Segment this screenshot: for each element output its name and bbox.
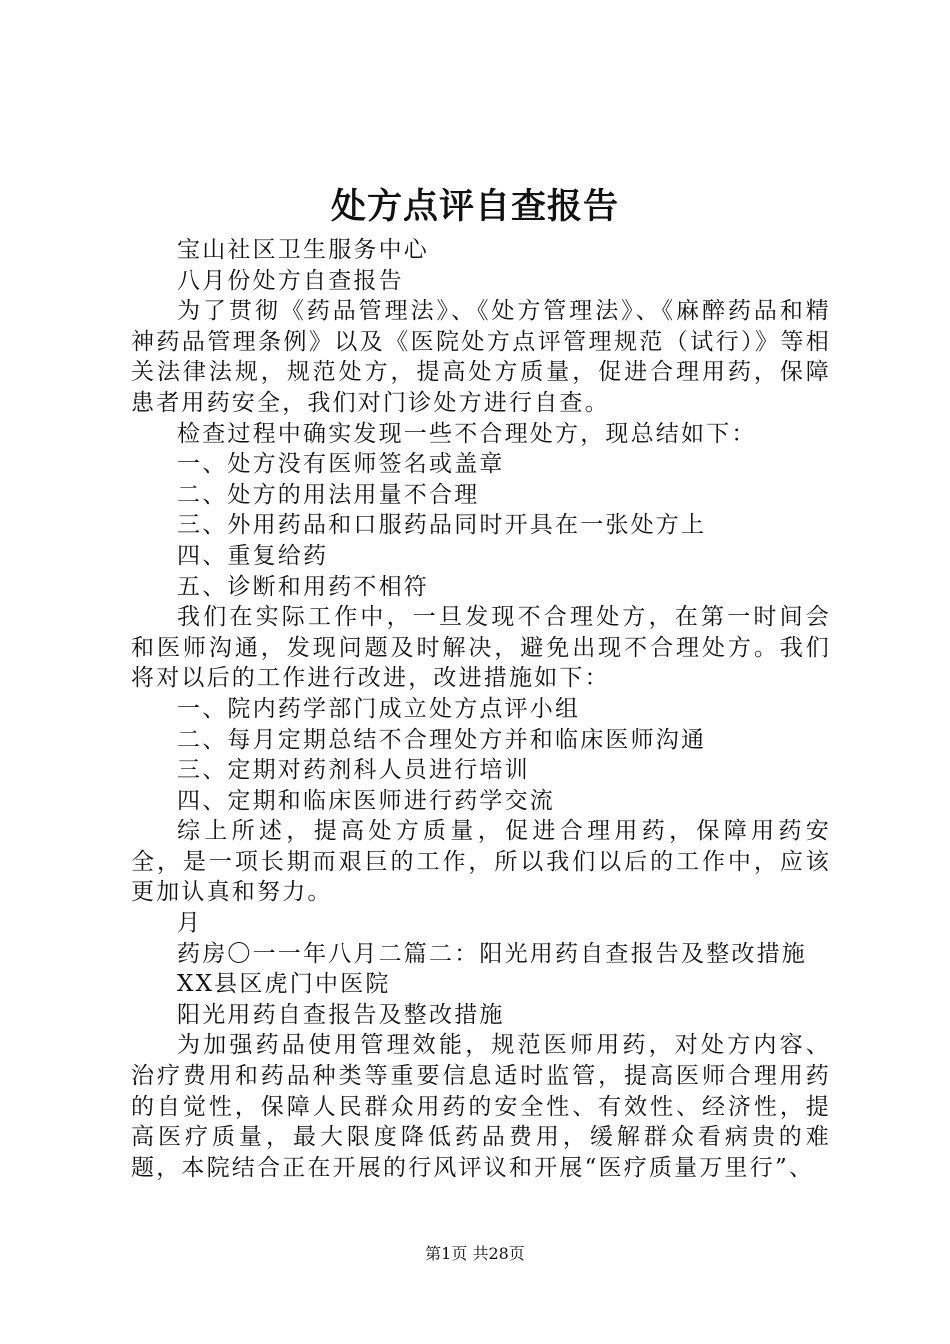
document-title: 处方点评自查报告 — [330, 186, 619, 227]
paragraph-second-intro: 为加强药品使用管理效能，规范医师用药，对处方内容、治疗费用和药品种类等重要信息适时监管，提高医师合理用药的自觉性，保障人民群众用药的安全性、有效性、经济性，提高医疗质量，最大限度降低药品费用，缓解群众看病贵的难题，本院结合正在开展的行风评议和开展“医疗质量万里行”、 — [131, 1032, 831, 1181]
document-body — [131, 235, 831, 1183]
paragraph-report-name: 八月份处方自查报告 — [177, 267, 404, 294]
paragraph-finding-3: 三、外用药品和口服药品同时开具在一张处方上 — [177, 512, 707, 539]
paragraph-measure-2: 二、每月定期总结不合理处方并和临床医师沟通 — [177, 726, 707, 753]
paragraph-month: 月 — [177, 910, 203, 937]
paragraph-measure-3: 三、定期对药剂科人员进行培训 — [177, 757, 530, 784]
paragraph-measure-1: 一、院内药学部门成立处方点评小组 — [177, 695, 581, 722]
paragraph-finding-4: 四、重复给药 — [177, 542, 329, 569]
paragraph-findings-summary: 检查过程中确实发现一些不合理处方，现总结如下： — [177, 420, 757, 447]
paragraph-finding-1: 一、处方没有医师签名或盖章 — [177, 451, 505, 478]
paragraph-measure-4: 四、定期和临床医师进行药学交流 — [177, 787, 555, 814]
paragraph-second-title: 阳光用药自查报告及整改措施 — [177, 1001, 505, 1028]
paragraph-improvement-intro: 我们在实际工作中，一旦发现不合理处方，在第一时间会和医师沟通，发现问题及时解决，避免出现不合理处方。我们将对以后的工作进行改进，改进措施如下： — [131, 604, 831, 692]
paragraph-finding-2: 二、处方的用法用量不合理 — [177, 481, 480, 508]
paragraph-conclusion: 综上所述，提高处方质量，促进合理用药，保障用药安全，是一项长期而艰巨的工作，所以我们以后的工作中，应该更加认真和努力。 — [131, 818, 831, 906]
page-footer: 第1页 共28页 — [425, 1244, 525, 1263]
paragraph-finding-5: 五、诊断和用药不相符 — [177, 573, 429, 600]
paragraph-intro: 为了贯彻《药品管理法》、《处方管理法》、《麻醉药品和精神药品管理条例》以及《医院处方点评管理规范（试行）》等相关法律法规，规范处方，提高处方质量，促进合理用药，保障患者用药安全，我们对门诊处方进行自查。 — [131, 298, 831, 416]
paragraph-hospital-name: XX县区虎门中医院 — [177, 971, 391, 998]
paragraph-organization: 宝山社区卫生服务中心 — [177, 237, 429, 263]
paragraph-pharmacy-date: 药房〇一一年八月二篇二：阳光用药自查报告及整改措施 — [177, 940, 807, 967]
